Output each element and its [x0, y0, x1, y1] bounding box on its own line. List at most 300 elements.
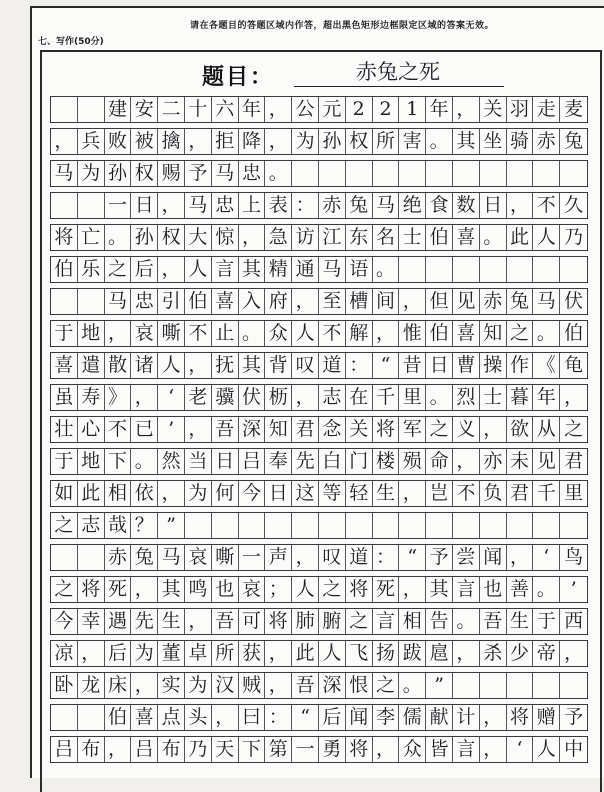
grid-cell: 乃 [564, 226, 584, 248]
grid-cell: 念 [319, 417, 346, 442]
grid-cell: 年 [239, 97, 266, 122]
grid-cell: 尝 [453, 545, 480, 570]
grid-cell: 深 [239, 417, 266, 442]
grid-cell: 日 [212, 449, 239, 474]
grid-cell [560, 161, 587, 186]
grid-cell: 为 [185, 481, 212, 506]
grid-cell: 一 [292, 737, 319, 762]
grid-cell [346, 513, 373, 538]
grid-cell: 上 [239, 193, 266, 218]
grid-cell [507, 513, 534, 538]
grid-cell: 喜 [212, 289, 239, 314]
grid-cell: 儒 [399, 705, 426, 730]
grid-cell: ， [265, 673, 292, 698]
grid-cell: 二 [158, 97, 185, 122]
grid-cell [78, 545, 105, 570]
grid-cell: 为 [131, 641, 158, 666]
grid-row [50, 224, 588, 251]
grid-cell [292, 161, 319, 186]
grid-cell: 汉 [212, 673, 239, 698]
grid-cell [399, 257, 426, 282]
grid-cell: 众 [265, 321, 292, 346]
grid-cell: 君 [292, 417, 319, 442]
grid-cell: 孙 [319, 129, 346, 154]
grid-cell [78, 97, 105, 122]
grid-cell: ， [480, 737, 507, 762]
composition-grid [50, 96, 588, 768]
grid-cell: ， [265, 641, 292, 666]
grid-cell: 下 [105, 449, 132, 474]
grid-cell: 伯 [105, 705, 132, 730]
grid-cell [51, 545, 78, 570]
grid-cell: 相 [105, 481, 132, 506]
grid-cell: 已 [131, 417, 158, 442]
grid-cell: 将 [78, 577, 105, 602]
grid-row [50, 288, 588, 315]
grid-cell: 君 [564, 450, 584, 472]
grid-cell: 府 [265, 289, 292, 314]
grid-cell: ， [292, 545, 319, 570]
grid-cell: 之 [564, 418, 584, 440]
grid-cell: 君 [507, 481, 534, 506]
grid-cell: 败 [105, 129, 132, 154]
grid-cell [507, 673, 534, 698]
grid-cell: 何 [212, 481, 239, 506]
grid-cell: 后 [105, 641, 132, 666]
grid-cell: 于 [51, 449, 78, 474]
grid-cell: 未 [507, 449, 534, 474]
grid-cell: ， [158, 481, 185, 506]
grid-cell: 哉 [105, 513, 132, 538]
grid-cell: 将 [373, 417, 400, 442]
grid-cell: 之 [373, 673, 400, 698]
grid-cell [51, 193, 78, 218]
grid-cell: 亡 [78, 225, 105, 250]
grid-cell: 马 [185, 193, 212, 218]
grid-cell [533, 513, 560, 538]
grid-cell: ， [480, 705, 507, 730]
grid-cell [533, 161, 560, 186]
grid-cell [453, 161, 480, 186]
grid-cell: 第 [265, 737, 292, 762]
grid-cell: 嘶 [212, 545, 239, 570]
grid-cell: 声 [265, 545, 292, 570]
grid-cell: 公 [292, 97, 319, 122]
grid-cell: 卧 [51, 673, 78, 698]
grid-cell: 走 [533, 97, 560, 122]
grid-cell: 负 [480, 481, 507, 506]
grid-cell: 实 [158, 673, 185, 698]
grid-cell: 六 [212, 97, 239, 122]
grid-cell [453, 673, 480, 698]
grid-cell: 马 [158, 545, 185, 570]
grid-cell: ’ [570, 578, 577, 600]
grid-cell: 兵 [78, 129, 105, 154]
grid-cell: ， [105, 321, 132, 346]
grid-cell: ， [158, 193, 185, 218]
grid-cell: 日 [426, 353, 453, 378]
grid-cell: 不 [105, 417, 132, 442]
grid-cell: ‘ [507, 737, 534, 762]
grid-cell: 予 [564, 706, 584, 728]
grid-cell: 之 [319, 577, 346, 602]
grid-cell: 献 [426, 705, 453, 730]
grid-cell: 士 [480, 385, 507, 410]
grid-cell: ， [185, 353, 212, 378]
grid-cell: ， [373, 321, 400, 346]
grid-row [50, 192, 588, 219]
grid-cell: 背 [265, 353, 292, 378]
grid-cell: ， [265, 97, 292, 122]
title-label: 题目： [202, 65, 275, 90]
grid-cell: ” [158, 513, 185, 538]
grid-cell: 欲 [507, 417, 534, 442]
grid-cell: 奉 [265, 449, 292, 474]
grid-cell: 遣 [78, 353, 105, 378]
grid-cell: 等 [319, 481, 346, 506]
grid-cell: 此 [507, 225, 534, 250]
grid-cell: 关 [480, 97, 507, 122]
grid-cell: 吾 [292, 673, 319, 698]
grid-cell [560, 673, 587, 698]
grid-cell: ， [185, 129, 212, 154]
grid-cell: ， [51, 129, 78, 154]
grid-cell: 赤 [319, 193, 346, 218]
grid-cell: 之 [105, 257, 132, 282]
grid-cell: 日 [265, 481, 292, 506]
grid-cell: 军 [399, 417, 426, 442]
grid-cell: 扈 [426, 641, 453, 666]
grid-cell: 命 [426, 449, 453, 474]
grid-cell: 叹 [292, 353, 319, 378]
grid-cell: 精 [265, 257, 292, 282]
grid-cell: 生 [507, 609, 534, 634]
grid-cell: 遇 [105, 609, 132, 634]
grid-cell: 千 [533, 481, 560, 506]
grid-cell [51, 705, 78, 730]
grid-cell: 擒 [158, 129, 185, 154]
grid-cell: 岂 [426, 481, 453, 506]
grid-cell: 死 [105, 577, 132, 602]
grid-cell: 吾 [212, 417, 239, 442]
grid-cell: 之 [426, 417, 453, 442]
grid-cell: ， [564, 386, 584, 408]
grid-cell: 闻 [346, 705, 373, 730]
grid-cell: 元 [319, 97, 346, 122]
grid-cell: 头 [185, 705, 212, 730]
grid-cell: 马 [105, 289, 132, 314]
grid-cell: 赠 [533, 705, 560, 730]
grid-cell: 道 [319, 353, 346, 378]
grid-cell: 麦 [564, 98, 584, 120]
grid-cell: 吕 [51, 737, 78, 762]
title-row [42, 52, 600, 94]
grid-cell: 生 [373, 481, 400, 506]
grid-cell: 闻 [480, 545, 507, 570]
grid-cell: 床 [105, 673, 132, 698]
grid-cell: 相 [399, 609, 426, 634]
grid-cell: 。 [373, 257, 400, 282]
grid-cell: 今 [239, 481, 266, 506]
grid-cell [239, 513, 266, 538]
grid-cell: 人 [533, 225, 560, 250]
grid-cell: 予 [185, 161, 212, 186]
grid-cell: 访 [292, 225, 319, 250]
grid-cell: ， [158, 257, 185, 282]
grid-row [50, 672, 588, 699]
grid-cell [292, 513, 319, 538]
grid-cell: 吾 [480, 609, 507, 634]
grid-cell: 卓 [185, 641, 212, 666]
grid-cell: 在 [346, 385, 373, 410]
grid-cell: 人 [185, 257, 212, 282]
grid-cell: 当 [185, 449, 212, 474]
grid-cell: 哀 [239, 577, 266, 602]
grid-cell: 心 [78, 417, 105, 442]
grid-cell: 叹 [319, 545, 346, 570]
grid-cell: 告 [426, 609, 453, 634]
grid-cell: 喜 [453, 321, 480, 346]
grid-cell: 2 [373, 97, 400, 122]
grid-row [50, 736, 588, 763]
grid-cell: 深 [319, 673, 346, 698]
grid-cell [560, 513, 587, 538]
grid-cell [185, 513, 212, 538]
grid-cell: 士 [399, 225, 426, 250]
grid-cell [507, 161, 534, 186]
grid-cell [319, 161, 346, 186]
grid-cell: 白 [319, 449, 346, 474]
grid-cell [346, 161, 373, 186]
grid-cell: 言 [373, 609, 400, 634]
grid-cell: 寿 [78, 385, 105, 410]
title-underline [294, 86, 504, 87]
grid-cell: 老 [185, 385, 212, 410]
grid-cell [78, 289, 105, 314]
grid-cell: 千 [373, 385, 400, 410]
grid-cell: 跋 [399, 641, 426, 666]
grid-row [50, 448, 588, 475]
grid-cell: 食 [426, 193, 453, 218]
grid-row [50, 416, 588, 443]
answer-sheet [30, 6, 604, 778]
grid-cell: 为 [292, 129, 319, 154]
grid-cell: 点 [158, 705, 185, 730]
grid-cell: 言 [453, 577, 480, 602]
grid-row [50, 576, 588, 603]
grid-cell: ， [480, 417, 507, 442]
grid-cell: 大 [185, 225, 212, 250]
grid-cell: 。 [480, 225, 507, 250]
grid-cell: 之 [507, 321, 534, 346]
grid-cell: 少 [507, 641, 534, 666]
grid-cell: 殒 [399, 449, 426, 474]
grid-cell: ， [292, 385, 319, 410]
grid-cell: ‘ [158, 385, 185, 410]
grid-cell: 安 [131, 97, 158, 122]
grid-cell: 见 [533, 449, 560, 474]
grid-cell: 知 [265, 417, 292, 442]
grid-cell: 皆 [426, 737, 453, 762]
grid-cell: 将 [51, 225, 78, 250]
grid-cell [480, 257, 507, 282]
grid-cell [399, 513, 426, 538]
grid-cell: 骥 [212, 385, 239, 410]
grid-cell: 降 [239, 129, 266, 154]
grid-cell: 哀 [131, 321, 158, 346]
grid-cell: 里 [399, 385, 426, 410]
grid-cell: ， [399, 289, 426, 314]
grid-cell: 可 [239, 609, 266, 634]
grid-row [50, 320, 588, 347]
grid-cell: 马 [533, 289, 560, 314]
grid-cell: 数 [453, 193, 480, 218]
grid-cell: 所 [212, 641, 239, 666]
grid-cell: ， [453, 449, 480, 474]
grid-cell: 赐 [158, 161, 185, 186]
grid-cell: 予 [426, 545, 453, 570]
grid-cell: 兔 [507, 289, 534, 314]
grid-cell: 伏 [239, 385, 266, 410]
grid-cell: 此 [78, 481, 105, 506]
grid-cell: 计 [453, 705, 480, 730]
grid-cell: 抚 [212, 353, 239, 378]
grid-cell: ， [212, 705, 239, 730]
grid-cell: 马 [319, 257, 346, 282]
grid-cell [560, 257, 587, 282]
grid-cell: 董 [158, 641, 185, 666]
grid-cell: ？ [131, 513, 158, 538]
grid-cell: 众 [399, 737, 426, 762]
grid-cell: 枥 [265, 385, 292, 410]
grid-cell [453, 257, 480, 282]
grid-cell: 生 [158, 609, 185, 634]
grid-cell: ， [399, 577, 426, 602]
grid-cell: 马 [51, 161, 78, 186]
grid-cell: 权 [158, 225, 185, 250]
grid-cell: 此 [292, 641, 319, 666]
grid-cell: 死 [373, 577, 400, 602]
grid-cell: 如 [51, 481, 78, 506]
grid-cell: 不 [533, 193, 560, 218]
grid-cell: 乃 [185, 737, 212, 762]
grid-cell: 害 [399, 129, 426, 154]
grid-row [50, 544, 588, 571]
grid-cell: 1 [399, 97, 426, 122]
grid-cell: 之 [51, 513, 78, 538]
grid-cell: 哀 [185, 545, 212, 570]
grid-cell [265, 513, 292, 538]
grid-cell: 先 [292, 449, 319, 474]
grid-row [50, 160, 588, 187]
grid-cell: 日 [480, 193, 507, 218]
grid-cell: 一 [239, 545, 266, 570]
grid-cell: 《 [533, 353, 560, 378]
grid-cell: 不 [453, 481, 480, 506]
grid-cell [480, 673, 507, 698]
grid-cell: ， [265, 129, 292, 154]
grid-cell: 。 [131, 449, 158, 474]
grid-row [50, 128, 588, 155]
grid-cell: 龙 [78, 673, 105, 698]
grid-cell: ， [185, 417, 212, 442]
grid-cell: 言 [212, 257, 239, 282]
grid-cell: 志 [78, 513, 105, 538]
grid-cell: 里 [564, 482, 584, 504]
grid-cell: 喜 [453, 225, 480, 250]
grid-cell: 绝 [399, 193, 426, 218]
grid-cell: ‘ [533, 545, 560, 570]
grid-cell: 坐 [480, 129, 507, 154]
grid-cell: 马 [373, 193, 400, 218]
grid-cell: ， [292, 289, 319, 314]
grid-cell: 善 [507, 577, 534, 602]
grid-cell: 于 [533, 609, 560, 634]
grid-cell: 关 [346, 417, 373, 442]
grid-cell: ， [185, 609, 212, 634]
grid-cell: 但 [426, 289, 453, 314]
grid-cell: 扬 [373, 641, 400, 666]
grid-cell [480, 161, 507, 186]
grid-cell [373, 161, 400, 186]
grid-cell: ， [131, 385, 158, 410]
grid-cell: 其 [453, 129, 480, 154]
grid-cell: 也 [480, 577, 507, 602]
grid-cell: 义 [453, 417, 480, 442]
grid-cell: 腑 [319, 609, 346, 634]
grid-cell: 之 [346, 609, 373, 634]
grid-cell: 门 [346, 449, 373, 474]
grid-cell: 急 [265, 225, 292, 250]
grid-cell: 道 [346, 545, 373, 570]
grid-cell [78, 193, 105, 218]
grid-cell: 于 [51, 321, 78, 346]
grid-cell: “ [373, 353, 400, 378]
grid-cell: 之 [51, 577, 78, 602]
grid-cell [373, 513, 400, 538]
grid-cell: 暮 [507, 385, 534, 410]
grid-row [50, 352, 588, 379]
essay-title: 赤兔之死 [356, 60, 440, 84]
grid-cell: 虽 [51, 385, 78, 410]
grid-cell: 不 [319, 321, 346, 346]
grid-cell: 伯 [426, 225, 453, 250]
grid-cell: 马 [212, 161, 239, 186]
grid-cell: 后 [319, 705, 346, 730]
grid-cell: 嘶 [158, 321, 185, 346]
grid-cell: 作 [507, 353, 534, 378]
section-heading: 七、写作(50分) [38, 37, 104, 47]
grid-cell [212, 513, 239, 538]
grid-cell: 天 [212, 737, 239, 762]
grid-cell: 伯 [185, 289, 212, 314]
grid-cell: 间 [373, 289, 400, 314]
grid-cell: 获 [239, 641, 266, 666]
grid-cell: 为 [78, 161, 105, 186]
grid-cell: 乐 [78, 257, 105, 282]
grid-cell: ， [131, 673, 158, 698]
grid-cell: 然 [158, 449, 185, 474]
grid-cell: 表 [265, 193, 292, 218]
grid-cell: 其 [239, 353, 266, 378]
grid-cell: 言 [453, 737, 480, 762]
grid-cell: ， [507, 193, 534, 218]
grid-cell: 鸟 [564, 546, 584, 568]
grid-cell: 。 [265, 161, 292, 186]
grid-cell: 忠 [131, 289, 158, 314]
grid-cell: 惊 [212, 225, 239, 250]
grid-cell: 曹 [453, 353, 480, 378]
